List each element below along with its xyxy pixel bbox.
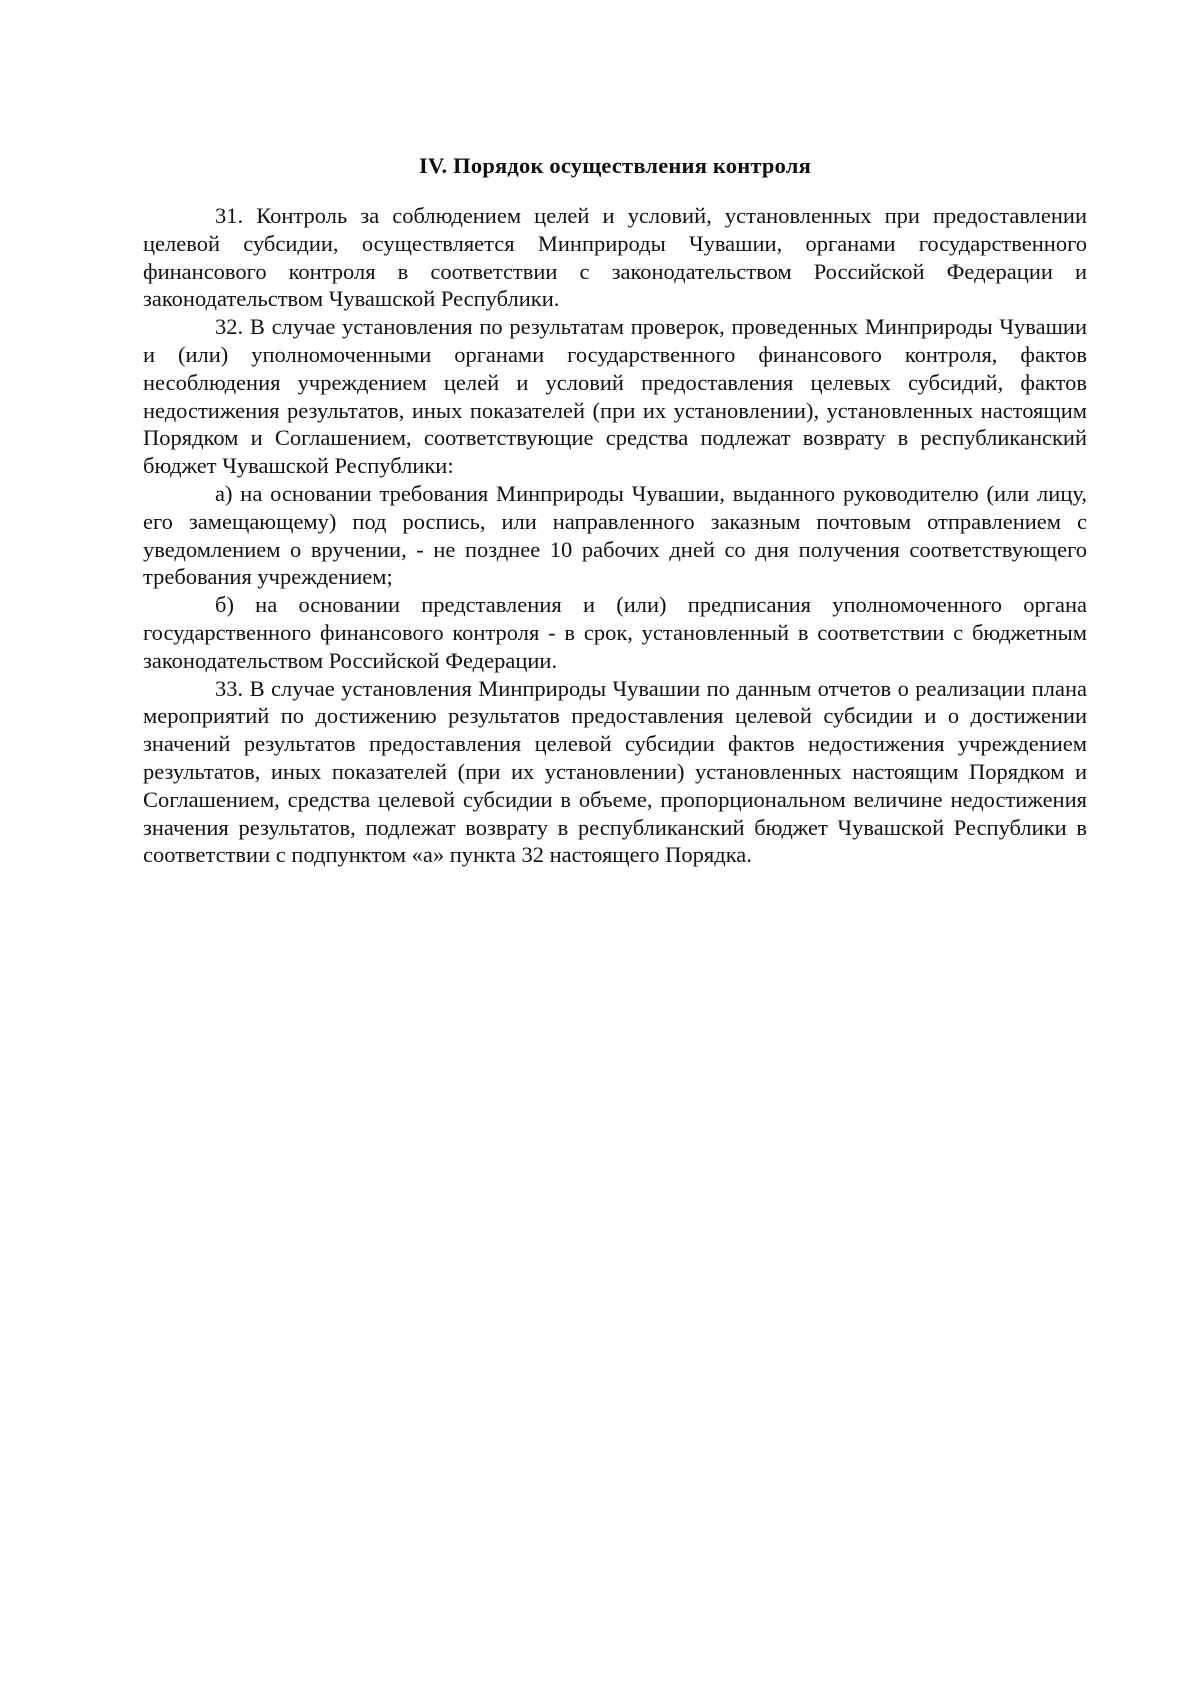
subparagraph-a: а) на основании требования Минприроды Чувашии, выданного руководителю (или лицу, его замещающему) под роспись, или направленного заказным почтовым отправлением с уведомлением о вручении, - не позднее 10 рабочих дней со дня получения соответствующего требования учреждением; xyxy=(143,480,1087,590)
section-heading: IV. Порядок осуществления контроля xyxy=(419,153,811,178)
subparagraph-b: б) на основании представления и (или) предписания уполномоченного органа государственного финансового контроля - в срок, установленный в соответствии с бюджетным законодательством Российской Федерации. xyxy=(143,592,1087,673)
paragraph-31: 31. Контроль за соблюдением целей и условий, установленных при предоставлении целевой субсидии, осуществляется Минприроды Чувашии, органами государственного финансового контроля в соответствии с законодательством Российской Федерации и законодательством Чувашской Республики. xyxy=(143,203,1087,312)
paragraph-33: 33. В случае установления Минприроды Чувашии по данным отчетов о реализации плана мероприятий по достижению результатов предоставления целевой субсидии и о достижении значений результатов предоставления целевой субсидии фактов недостижения учреждением результатов, иных показателей (при их установлении) установленных настоящим Порядком и Соглашением, средства целевой субсидии в объеме, пропорциональном величине недостижения значения результатов, подлежат возврату в республиканский бюджет Чувашской Республики в соответствии с подпунктом «а» пункта 32 настоящего Порядка. xyxy=(143,675,1087,868)
document-body xyxy=(143,152,1087,869)
paragraph-32: 32. В случае установления по результатам проверок, проведенных Минприроды Чувашии и (или) уполномоченными органами государственного финансового контроля, фактов несоблюдения учреждением целей и условий предоставления целевых субсидий, фактов недостижения результатов, иных показателей (при их установлении), установленных настоящим Порядком и Соглашением, соответствующие средства подлежат возврату в республиканский бюджет Чувашской Республики: xyxy=(143,314,1087,479)
